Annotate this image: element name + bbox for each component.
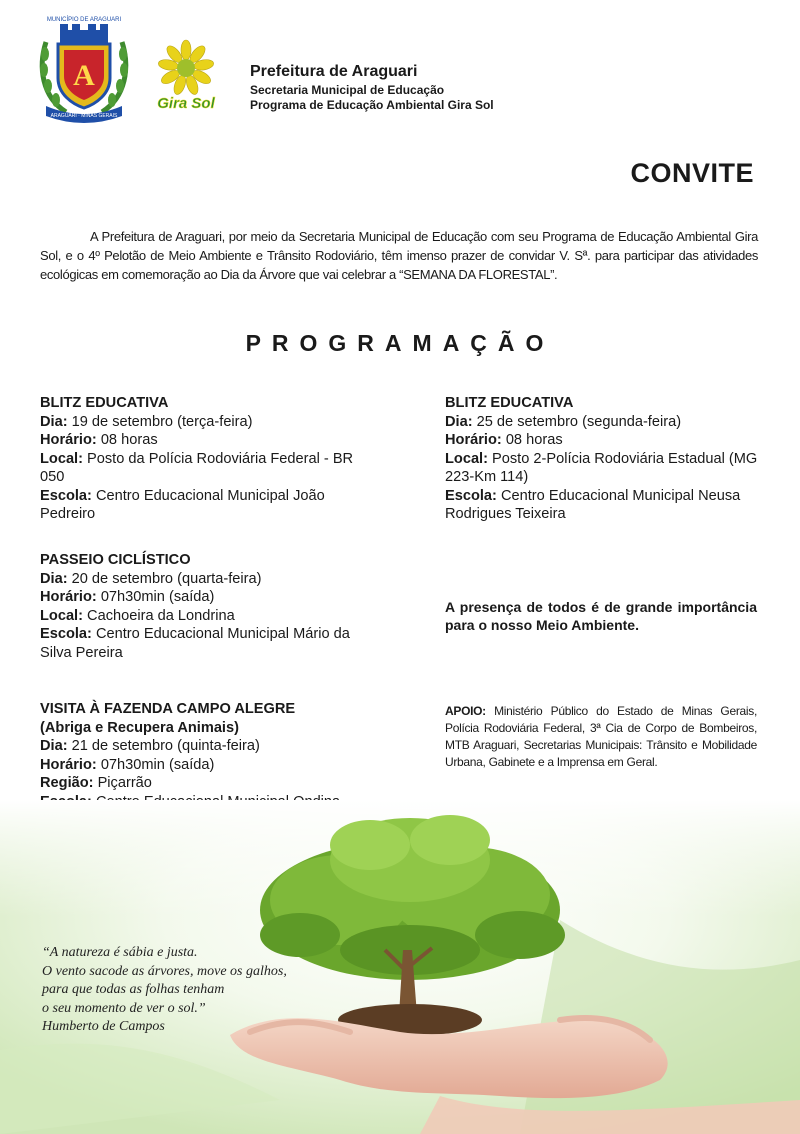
header-secretaria: Secretaria Municipal de Educação	[250, 83, 445, 97]
event-dia: 20 de setembro (quarta-feira)	[67, 570, 262, 587]
municipal-crest-logo	[36, 12, 132, 124]
event-horario: 07h30min (saída)	[96, 589, 215, 605]
event-regiao: Piçarrão	[93, 775, 152, 791]
event-local: Posto 2-Polícia Rodoviária Estadual (MG 223-Km 114)	[445, 450, 758, 485]
event-blitz-1: BLITZ EDUCATIVA Dia: 19 de setembro (terça-feira) Horário: 08 horas Local: Posto da Polícia Rodoviária Federal - BR 050 Escola: Centro Educacional Municipal João Pedreiro	[40, 394, 380, 524]
quote-author: Humberto de Campos	[42, 1019, 165, 1034]
event-subtitle: (Abriga e Recupera Animais)	[40, 719, 239, 736]
gira-sol-logo-text: Gira Sol	[157, 95, 215, 112]
crest-ribbon-text: ARAGUARI · MINAS GERAIS	[50, 113, 118, 119]
event-visita-fazenda: VISITA À FAZENDA CAMPO ALEGRE (Abriga e Recupera Animais) Dia: 21 de setembro (quinta-feira) Horário: 07h30min (saída) Região: Piçarrão	[40, 700, 380, 830]
event-title: BLITZ EDUCATIVA	[445, 395, 574, 411]
convite-title: CONVITE	[630, 158, 754, 188]
crest-letter: A	[73, 59, 95, 92]
apoio-label: APOIO:	[445, 704, 486, 718]
event-title: VISITA À FAZENDA CAMPO ALEGRE	[40, 701, 296, 717]
event-title: PASSEIO CICLÍSTICO	[40, 552, 191, 568]
header-programa: Programa de Educação Ambiental Gira Sol	[250, 98, 494, 112]
event-horario: 07h30min (saída)	[96, 756, 215, 773]
event-dia: 21 de setembro (quinta-feira)	[67, 738, 260, 754]
event-dia: 25 de setembro (segunda-feira)	[472, 413, 682, 430]
event-horario: 08 horas	[501, 432, 563, 448]
crest-banner-text: MUNICÍPIO DE ARAGUARI	[46, 17, 122, 23]
event-title: BLITZ EDUCATIVA	[40, 395, 169, 411]
event-local: Posto da Polícia Rodoviária Federal - BR 050	[40, 450, 354, 485]
intro-paragraph: A Prefeitura de Araguari, por meio da Secretaria Municipal de Educação com seu Programa de Educação Ambiental Gira Sol, e o 4º Pelotão de Meio Ambiente e Trânsito Rodoviário, têm imenso prazer de convidar V. Sª. para participar das atividades ecológicas em comemoração ao Dia da Árvore que vai celebrar a “SEMANA DA FLORESTAL”.	[40, 229, 758, 282]
apoio-text: Ministério Público do Estado de Minas Gerais, Polícia Rodoviária Federal, 3ª Cia de Corpo de Bombeiros, MTB Araguari, Secretarias Municipais: Trânsito e Mobilidade Urbana, Gabinete e a Imprensa em Geral.	[445, 704, 757, 769]
programacao-heading: PROGRAMAÇÃO	[245, 330, 555, 356]
event-horario: 08 horas	[96, 432, 158, 448]
event-local: Cachoeira da Londrina	[82, 607, 235, 624]
header-prefeitura: Prefeitura de Araguari	[250, 63, 418, 80]
event-escola: Centro Educacional Municipal João Pedreiro	[40, 487, 325, 522]
event-passeio-ciclistico: PASSEIO CICLÍSTICO Dia: 20 de setembro (quarta-feira) Horário: 07h30min (saída) Local: Cachoeira da Londrina Escola: Centro Educacional Municipal Mário da Silva Pereira	[40, 551, 380, 662]
event-escola: Centro Educacional Municipal Mário da Silva Pereira	[40, 626, 350, 661]
event-dia: 19 de setembro (terça-feira)	[67, 413, 253, 430]
event-blitz-2: BLITZ EDUCATIVA Dia: 25 de setembro (segunda-feira) Horário: 08 horas Local: Posto 2-Polícia Rodoviária Estadual (MG 223-Km 114) Escola: Centro Educacional Municipal Neusa Rodrigues Teixeira	[445, 394, 775, 524]
header-text	[250, 63, 494, 113]
presence-message: A presença de todos é de grande importância para o nosso Meio Ambiente.	[445, 599, 757, 633]
nature-quote: “A natureza é sábia e justa. O vento sacode as árvores, move os galhos, para que todas as folhas tenham o seu momento de ver o sol.” Humberto de Campos	[42, 944, 342, 1037]
apoio-section	[445, 703, 757, 771]
event-escola: Centro Educacional Municipal Neusa Rodrigues Teixeira	[445, 487, 741, 522]
gira-sol-logo	[146, 38, 226, 114]
